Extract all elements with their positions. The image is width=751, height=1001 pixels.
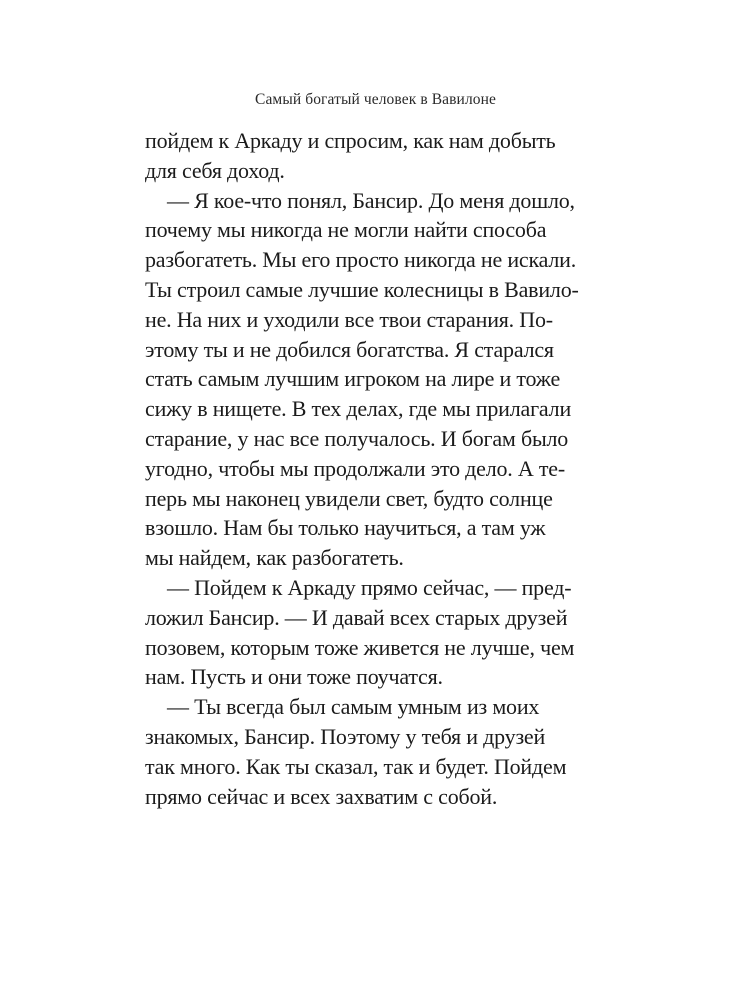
text-line: так много. Как ты сказал, так и будет. Пойдем bbox=[145, 753, 567, 779]
running-header: Самый богатый человек в Вавилоне bbox=[255, 91, 496, 108]
text-line: позовем, которым тоже живется не лучше, чем bbox=[145, 634, 575, 660]
text-line: — Пойдем к Аркаду прямо сейчас, — пред- bbox=[167, 574, 572, 600]
text-line: перь мы наконец увидели свет, будто солнце bbox=[145, 485, 553, 511]
text-line: знакомых, Бансир. Поэтому у тебя и друзей bbox=[145, 723, 546, 749]
text-line: угодно, чтобы мы продолжали это дело. А те- bbox=[145, 455, 566, 481]
text-line: пойдем к Аркаду и спросим, как нам добыть bbox=[145, 128, 556, 153]
text-line: старание, у нас все получалось. И богам было bbox=[145, 425, 569, 451]
text-line: прямо сейчас и всех захватим с собой. bbox=[145, 783, 498, 809]
text-line: ложил Бансир. — И давай всех старых друзей bbox=[145, 604, 568, 630]
text-line: для себя доход. bbox=[145, 157, 285, 183]
text-line: почему мы никогда не могли найти способа bbox=[145, 217, 547, 243]
body-text bbox=[145, 126, 579, 811]
text-line: разбогатеть. Мы его просто никогда не искали. bbox=[145, 247, 577, 273]
text-line: стать самым лучшим игроком на лире и тоже bbox=[145, 366, 561, 392]
text-line: нам. Пусть и они тоже поучатся. bbox=[145, 664, 443, 690]
text-line: мы найдем, как разбогатеть. bbox=[145, 545, 404, 571]
text-line: — Я кое-что понял, Бансир. До меня дошло, bbox=[167, 187, 575, 213]
text-line: — Ты всегда был самым умным из моих bbox=[167, 694, 540, 720]
text-line: не. На них и уходили все твои старания. По- bbox=[145, 306, 553, 332]
text-line: этому ты и не добился богатства. Я старался bbox=[145, 336, 554, 362]
text-line: сижу в нищете. В тех делах, где мы прилагали bbox=[145, 396, 572, 422]
text-line: взошло. Нам бы только научиться, а там уж bbox=[145, 515, 546, 541]
text-line: Ты строил самые лучшие колесницы в Вавило- bbox=[145, 276, 579, 302]
